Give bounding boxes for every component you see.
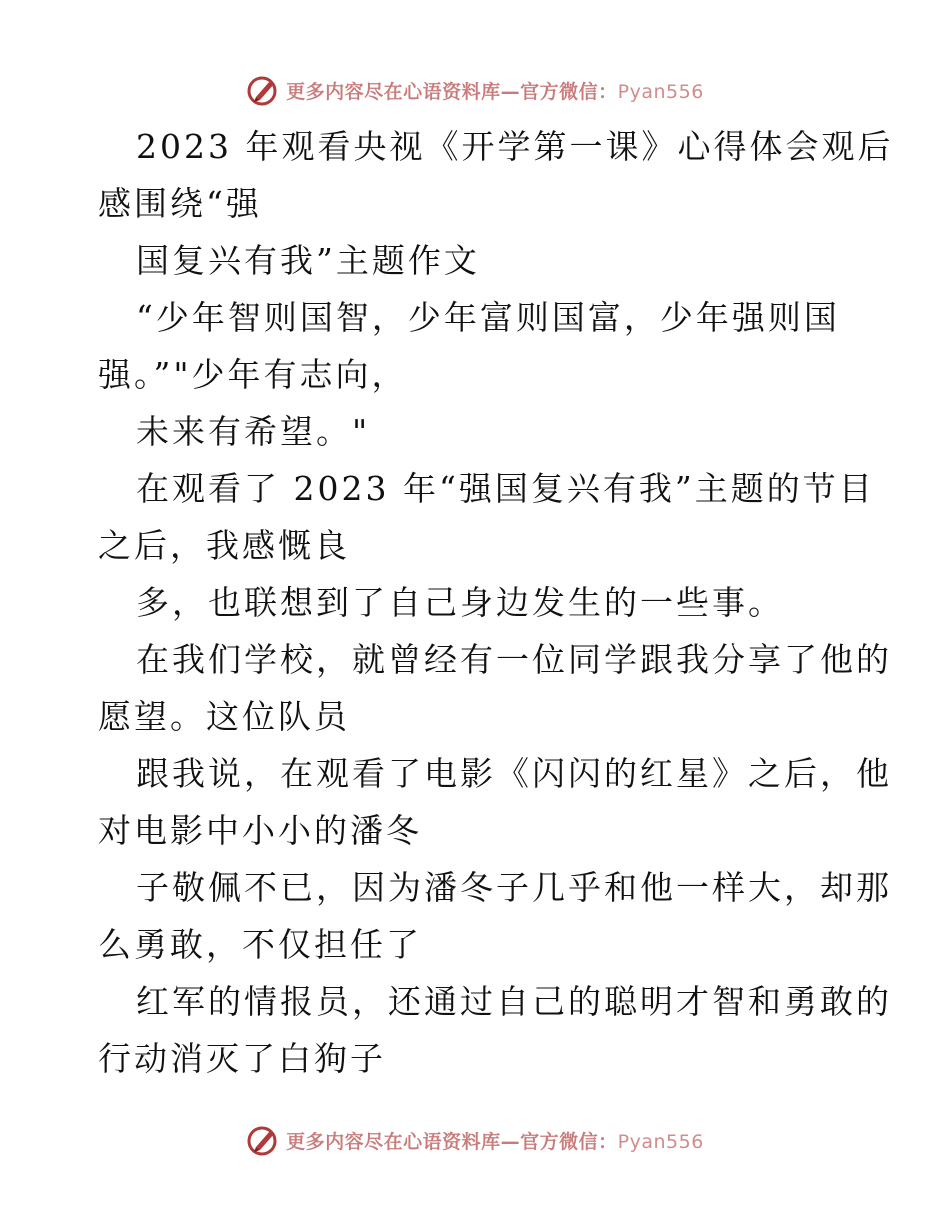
- text-line: 红军的情报员，还通过自己的聪明才智和勇敢的: [136, 982, 892, 1021]
- text-line: 跟我说，在观看了电影《闪闪的红星》之后，他: [136, 754, 892, 793]
- text-line: 在我们学校，就曾经有一位同学跟我分享了他的: [136, 640, 892, 679]
- text-line: 2023 年观看央视《开学第一课》心得体会观后: [136, 127, 894, 166]
- text-line: 之后，我感慨良: [98, 526, 350, 565]
- pen-logo-icon: [246, 73, 280, 107]
- text-line: 感围绕“强: [98, 184, 262, 223]
- header-banner: [0, 70, 950, 110]
- text-line: 子敬佩不已，因为潘冬子几乎和他一样大，却那: [136, 868, 892, 907]
- text-line: 强。”"少年有志向，: [98, 355, 408, 394]
- text-line: 愿望。这位队员: [98, 697, 350, 736]
- text-line: 行动消灭了白狗子: [98, 1039, 386, 1078]
- text-line: “少年智则国智，少年富则国富，少年强则国: [136, 298, 840, 337]
- text-line: 对电影中小小的潘冬: [98, 811, 422, 850]
- wechat-id: Pyan556: [617, 1130, 704, 1153]
- wechat-id: Pyan556: [617, 80, 704, 103]
- text-line: 多，也联想到了自己身边发生的一些事。: [136, 583, 784, 622]
- pen-logo-icon: [246, 1123, 280, 1157]
- document-body: [98, 118, 894, 1087]
- text-line: 国复兴有我”主题作文: [136, 241, 480, 280]
- banner-label: 更多内容尽在心语资料库—官方微信：: [286, 1130, 618, 1153]
- footer-banner: [0, 1120, 950, 1160]
- text-line: 么勇敢，不仅担任了: [98, 925, 422, 964]
- banner-text: [286, 1127, 704, 1154]
- text-line: 未来有希望。": [136, 412, 371, 451]
- banner-text: [286, 77, 704, 104]
- text-line: 在观看了 2023 年“强国复兴有我”主题的节目: [136, 469, 875, 508]
- banner-label: 更多内容尽在心语资料库—官方微信：: [286, 80, 618, 103]
